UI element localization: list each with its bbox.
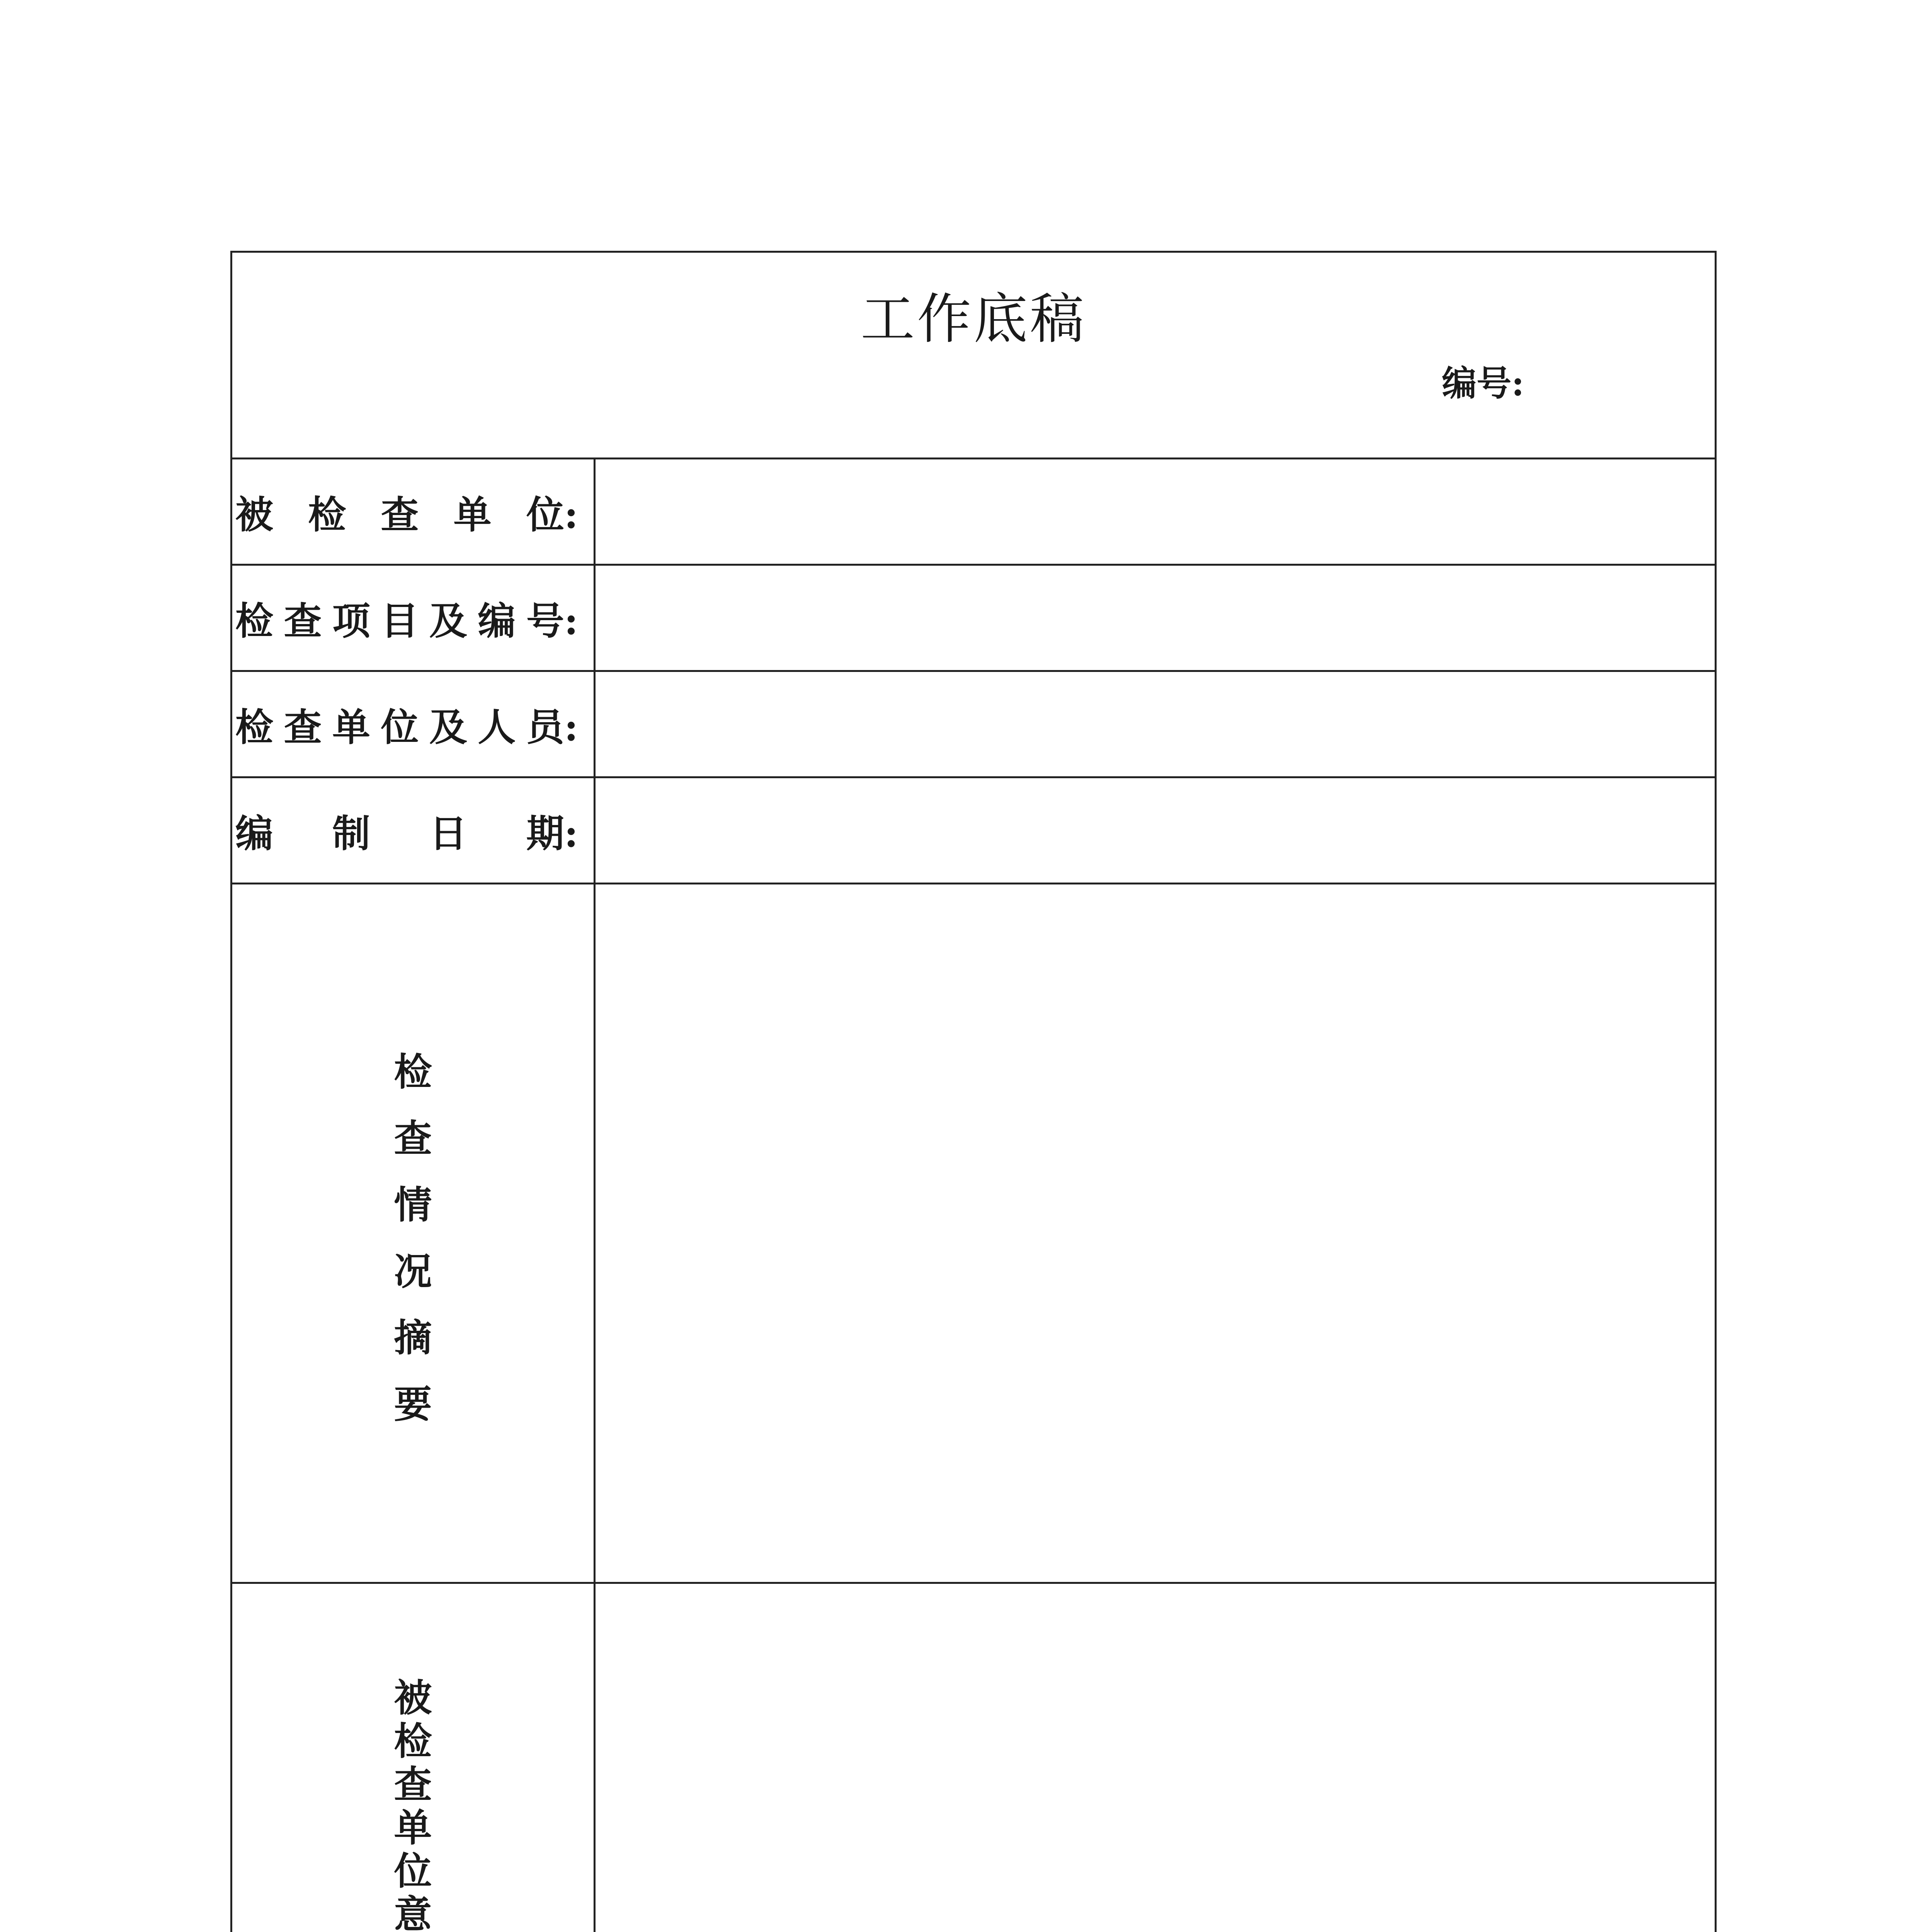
label-char: 编 <box>235 811 274 856</box>
label-char: 情 <box>394 1183 432 1227</box>
label-char: 查 <box>394 1116 432 1161</box>
inspector-label-cell <box>232 672 596 776</box>
summary-value[interactable] <box>596 884 1715 1582</box>
label-char: 意 <box>394 1892 432 1932</box>
label-char: 摘 <box>394 1316 432 1360</box>
serial-number-label: 编号: <box>1442 363 1525 404</box>
label-char: 编 <box>478 599 516 643</box>
label-char: 目 <box>381 599 419 643</box>
label-char: 及 <box>429 705 467 750</box>
inspected-unit-label <box>235 459 578 564</box>
inspection-item-label <box>235 566 578 670</box>
inspected-unit-label-cell <box>232 459 596 564</box>
inspected-unit-value[interactable] <box>596 459 1715 564</box>
header-row <box>232 253 1715 459</box>
inspector-value[interactable] <box>596 672 1715 776</box>
label-char: 制 <box>332 811 370 856</box>
summary-label-cell <box>232 884 596 1582</box>
label-char: 被 <box>235 492 274 537</box>
inspection-item-row <box>232 566 1715 672</box>
prepared-date-row <box>232 778 1715 884</box>
label-char: 日 <box>429 811 467 856</box>
label-char: 查 <box>381 492 419 537</box>
label-char: 期: <box>526 811 578 856</box>
label-char: 位 <box>381 705 419 750</box>
label-char: 人 <box>478 705 516 750</box>
label-char: 项 <box>332 599 370 643</box>
label-char: 检 <box>235 599 274 643</box>
form-title: 工作底稿 <box>860 288 1086 351</box>
label-char: 查 <box>394 1762 432 1807</box>
opinion-label <box>232 1677 594 1932</box>
label-char: 检 <box>394 1050 432 1094</box>
label-char: 要 <box>394 1382 432 1427</box>
label-char: 及 <box>429 599 467 643</box>
label-char: 况 <box>394 1249 432 1294</box>
inspection-item-label-cell <box>232 566 596 670</box>
inspector-row <box>232 672 1715 778</box>
inspection-item-value[interactable] <box>596 566 1715 670</box>
prepared-date-value[interactable] <box>596 778 1715 883</box>
label-char: 检 <box>235 705 274 750</box>
label-char: 号: <box>526 599 578 643</box>
summary-row <box>232 884 1715 1584</box>
prepared-date-label-cell <box>232 778 596 883</box>
label-char: 位 <box>394 1849 432 1893</box>
prepared-date-label <box>235 778 578 883</box>
label-char: 查 <box>284 599 322 643</box>
summary-label <box>232 1039 594 1438</box>
opinion-label-cell <box>232 1584 596 1932</box>
label-char: 单 <box>394 1806 432 1850</box>
worksheet-form <box>230 251 1717 1932</box>
label-char: 检 <box>308 492 346 537</box>
label-char: 被 <box>394 1676 432 1720</box>
label-char: 员: <box>526 705 578 750</box>
label-char: 查 <box>284 705 322 750</box>
label-char: 检 <box>394 1719 432 1764</box>
label-char: 单 <box>453 492 492 537</box>
opinion-value[interactable] <box>596 1584 1715 1932</box>
inspected-unit-row <box>232 459 1715 566</box>
label-char: 位: <box>526 492 578 537</box>
label-char: 单 <box>332 705 370 750</box>
opinion-row <box>232 1584 1715 1932</box>
inspector-label <box>235 672 578 776</box>
